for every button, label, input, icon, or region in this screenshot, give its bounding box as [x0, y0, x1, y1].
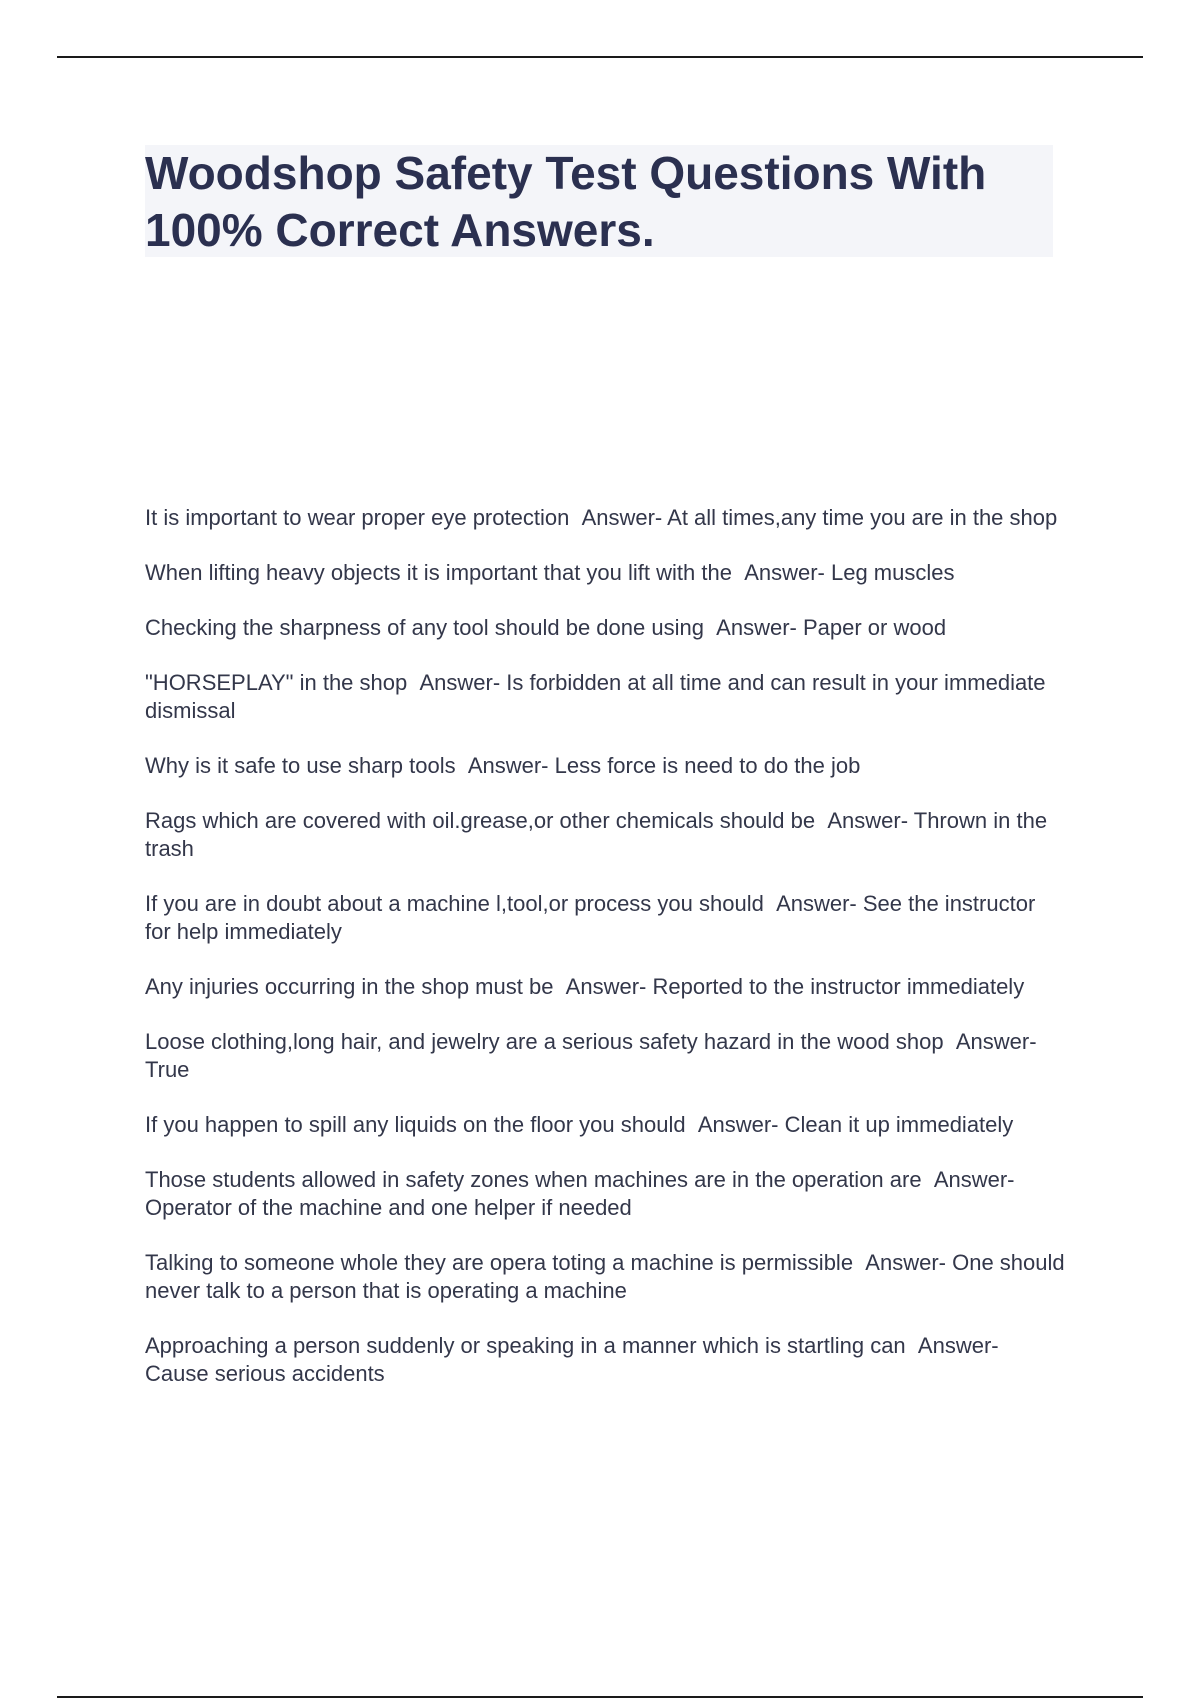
qa-list — [145, 504, 1065, 1415]
qa-item — [145, 807, 1065, 863]
qa-item — [145, 752, 1065, 780]
question-text: Talking to someone whole they are opera toting a machine is permissible — [145, 1250, 854, 1275]
question-text: Those students allowed in safety zones when machines are in the operation are — [145, 1167, 922, 1192]
question-text: Why is it safe to use sharp tools — [145, 753, 456, 778]
answer-text: Answer- Paper or wood — [716, 615, 947, 640]
question-text: Loose clothing,long hair, and jewelry are a serious safety hazard in the wood shop — [145, 1029, 944, 1054]
question-text: If you are in doubt about a machine l,tool,or process you should — [145, 891, 764, 916]
answer-text: Answer- See the instructor for help immediately — [145, 891, 1036, 944]
answer-text: Answer- Reported to the instructor immediately — [565, 974, 1025, 999]
question-text: Checking the sharpness of any tool should be done using — [145, 615, 704, 640]
question-text: It is important to wear proper eye protection — [145, 505, 570, 530]
qa-item — [145, 1332, 1065, 1388]
question-text: When lifting heavy objects it is important that you lift with the — [145, 560, 732, 585]
answer-text: Answer- At all times,any time you are in the shop — [581, 505, 1058, 530]
qa-item — [145, 973, 1065, 1001]
answer-text: Answer- Clean it up immediately — [697, 1112, 1014, 1137]
qa-item — [145, 890, 1065, 946]
answer-text: Answer- Leg muscles — [744, 560, 955, 585]
qa-item — [145, 1249, 1065, 1305]
qa-item — [145, 559, 1065, 587]
page-title: Woodshop Safety Test Questions With 100% Correct Answers. — [145, 147, 987, 256]
question-text: If you happen to spill any liquids on the floor you should — [145, 1112, 686, 1137]
answer-text: Answer- Less force is need to do the job — [467, 753, 861, 778]
bottom-divider — [57, 1696, 1143, 1698]
qa-item — [145, 614, 1065, 642]
title-block — [145, 145, 1053, 257]
qa-item — [145, 504, 1065, 532]
question-text: Rags which are covered with oil.grease,or other chemicals should be — [145, 808, 816, 833]
answer-text: Answer- Thrown in the trash — [145, 808, 1048, 861]
qa-item — [145, 669, 1065, 725]
qa-item — [145, 1111, 1065, 1139]
qa-item — [145, 1166, 1065, 1222]
question-text: Approaching a person suddenly or speaking in a manner which is startling can — [145, 1333, 906, 1358]
answer-text: Answer- Cause serious accidents — [145, 1333, 999, 1386]
qa-item — [145, 1028, 1065, 1084]
answer-text: Answer- Operator of the machine and one helper if needed — [145, 1167, 1015, 1220]
question-text: Any injuries occurring in the shop must be — [145, 974, 554, 999]
answer-text: Answer- True — [145, 1029, 1037, 1082]
top-divider — [57, 56, 1143, 58]
answer-text: Answer- Is forbidden at all time and can result in your immediate dismissal — [145, 670, 1046, 723]
question-text: "HORSEPLAY" in the shop — [145, 670, 408, 695]
answer-text: Answer- One should never talk to a person that is operating a machine — [145, 1250, 1065, 1303]
